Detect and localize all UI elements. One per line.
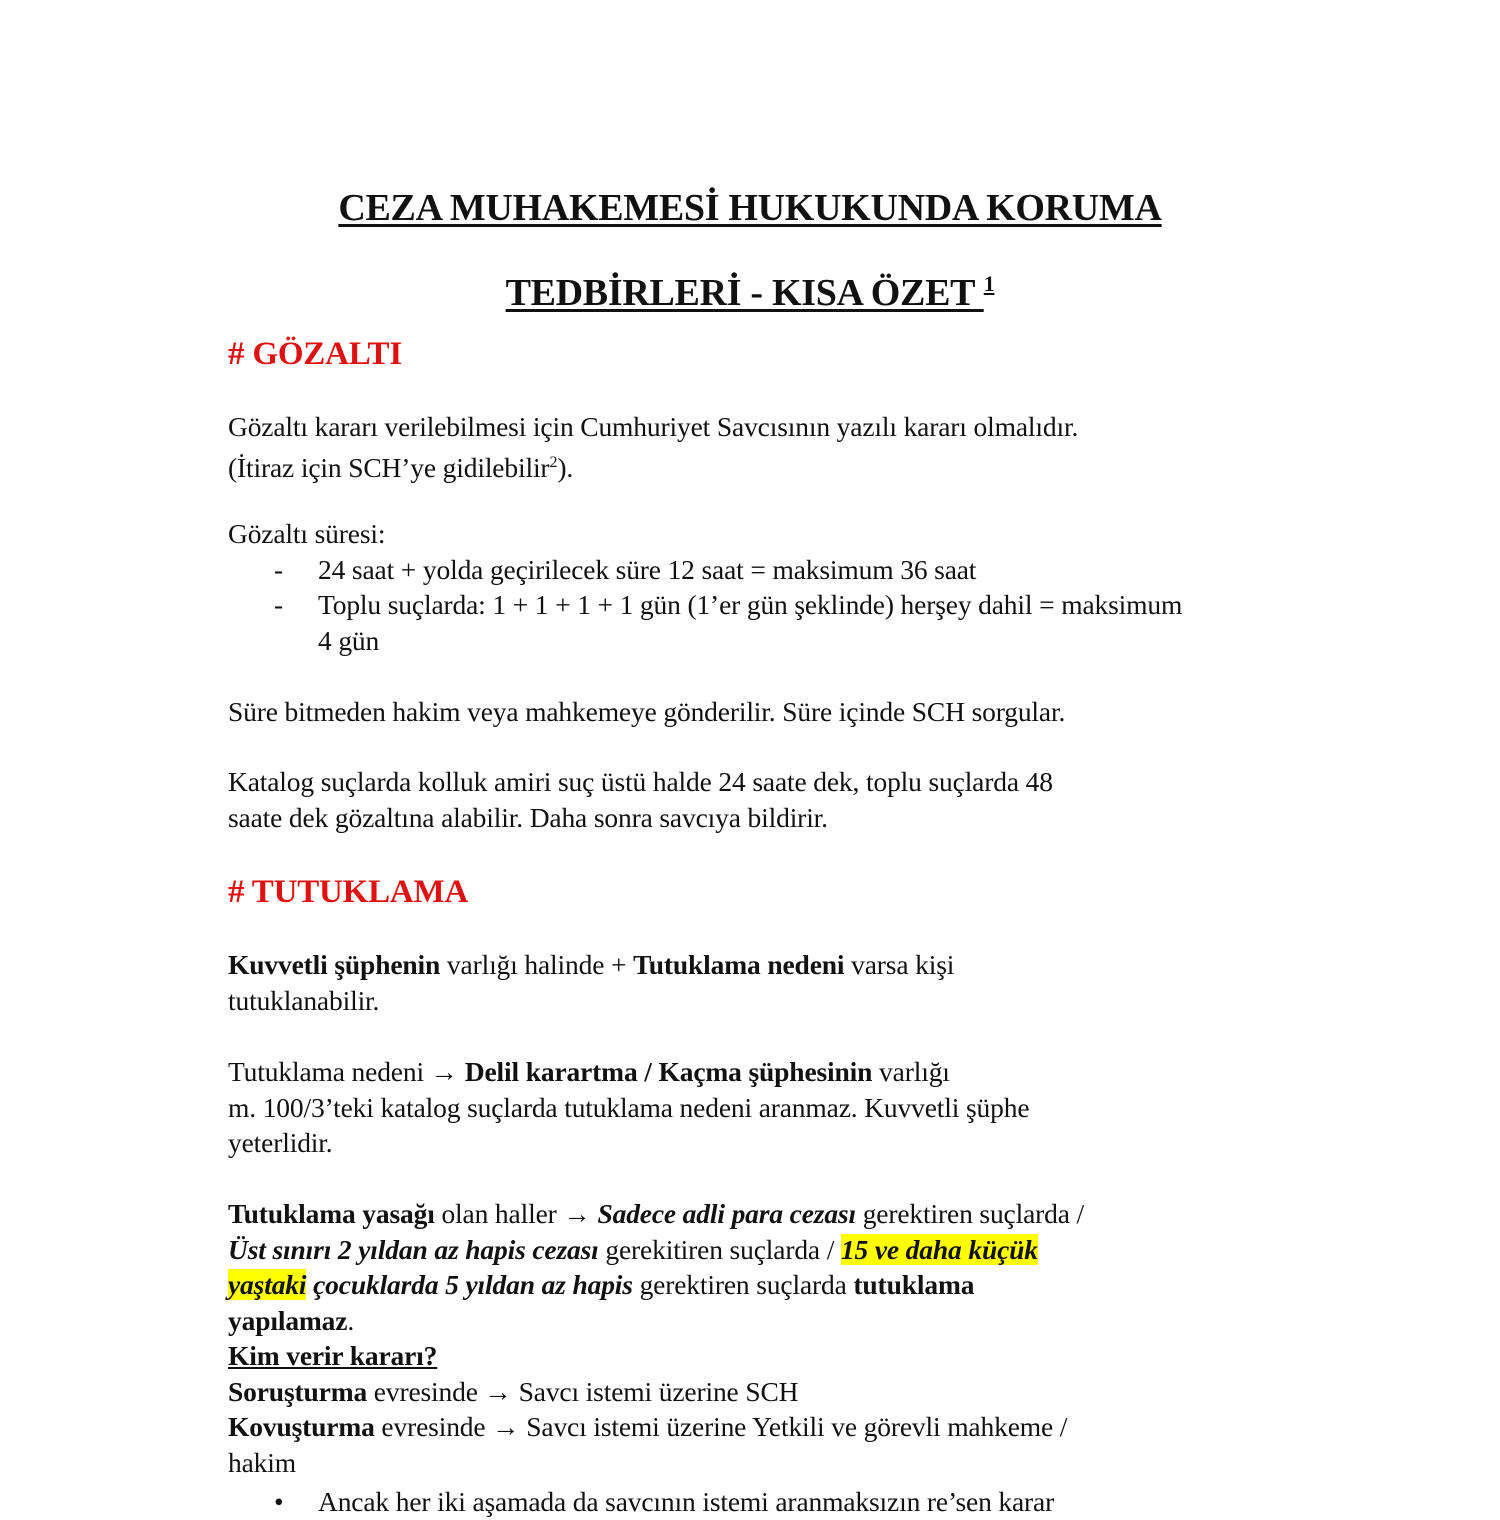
gozalti-p3-line-1: Katalog suçlarda kolluk amiri suç üstü halde 24 saate dek, toplu suçlarda 48 <box>228 766 1053 797</box>
text: varlığı <box>872 1056 950 1087</box>
bold-text: Kuvvetli şüphenin <box>228 949 441 980</box>
gozalti-sure-block <box>228 516 1288 658</box>
arrow-right-icon: → <box>430 1056 459 1087</box>
section-heading-tutuklama: # TUTUKLAMA <box>228 874 469 910</box>
tutuklama-p2-line-2: m. 100/3’teki katalog suçlarda tutuklama nedeni aranmaz. Kuvvetli şüphe <box>228 1091 1030 1123</box>
kim-verir-bullet-list <box>228 1484 1288 1520</box>
tutuklama-p3-line-2 <box>228 1232 1268 1268</box>
kim-verir-heading: Kim verir kararı? <box>228 1340 438 1371</box>
gozalti-sure-label: Gözaltı süresi: <box>228 518 386 549</box>
text: gerektiren suçlarda / <box>855 1198 1085 1229</box>
text: varsa kişi <box>844 949 955 980</box>
bold-italic-text: çocuklarda 5 yıldan az hapis <box>306 1269 633 1300</box>
bold-text: Delil karartma / Kaçma şüphesinin <box>458 1056 873 1087</box>
tutuklama-p2-line-1 <box>228 1054 1288 1090</box>
gozalti-p1-line-2 <box>228 445 1288 486</box>
kim-verir-line-3: hakim <box>228 1446 296 1478</box>
bold-text: Tutuklama nedeni <box>633 949 845 980</box>
arrow-right-icon: → <box>563 1198 591 1229</box>
text: . <box>347 1304 355 1336</box>
bold-italic-text: Üst sınırı 2 yıldan az hapis cezası <box>228 1233 599 1265</box>
gozalti-paragraph-2: Süre bitmeden hakim veya mahkemeye gönderilir. Süre içinde SCH sorgular. <box>228 696 1066 727</box>
bold-text: Tutuklama yasağı <box>228 1198 435 1229</box>
bold-text: tutuklama <box>853 1269 975 1300</box>
title-text-2: TEDBİRLERİ - KISA ÖZET <box>505 272 984 314</box>
arrow-right-icon: → <box>492 1411 520 1442</box>
section-heading-gozalti: # GÖZALTI <box>228 336 402 372</box>
tutuklama-paragraph-2 <box>228 1054 1288 1161</box>
highlighted-text: 15 ve daha küçük <box>840 1233 1038 1265</box>
tutuklama-p2-line-3: yeterlidir. <box>228 1127 333 1158</box>
kim-verir-line-1 <box>228 1374 1288 1410</box>
bullet-marker: • <box>274 1486 284 1517</box>
tutuklama-p3-line-1 <box>228 1196 1268 1232</box>
kim-verir-block <box>228 1338 1288 1520</box>
tutuklama-paragraph-3 <box>228 1196 1268 1338</box>
tutuklama-paragraph-1 <box>228 947 1288 1018</box>
tutuklama-p3-line-3 <box>228 1267 1268 1303</box>
title-footnote-ref[interactable]: 1 <box>983 271 995 296</box>
gozalti-paragraph-1 <box>228 409 1288 485</box>
text: gerektiren suçlarda <box>632 1269 854 1300</box>
list-item <box>228 1484 1288 1520</box>
text: olan haller <box>434 1198 564 1229</box>
dash-marker: - <box>274 553 284 585</box>
bold-text: Soruşturma <box>228 1375 368 1407</box>
list-item-text: Ancak her iki aşamada da savcının istemi aranmaksızın re’sen karar <box>318 1486 1055 1517</box>
tutuklama-p1-line-1 <box>228 947 1288 983</box>
dash-marker: - <box>274 589 284 620</box>
text: evresinde <box>367 1375 485 1407</box>
title-text-1: CEZA MUHAKEMESİ HUKUKUNDA KORUMA <box>338 187 1162 229</box>
text: Savcı istemi üzerine Yetkili ve görevli mahkeme / <box>519 1411 1068 1442</box>
arrow-right-icon: → <box>484 1375 512 1407</box>
document-title-line-1 <box>228 186 1272 230</box>
gozalti-p1-line-1: Gözaltı kararı verilebilmesi için Cumhuriyet Savcısının yazılı kararı olmalıdır. <box>228 411 1079 442</box>
text: Savcı istemi üzerine SCH <box>511 1375 799 1407</box>
list-item <box>228 587 1198 658</box>
gozalti-p1-text-end: ). <box>557 451 574 483</box>
bold-italic-text: Sadece adli para cezası <box>590 1198 856 1229</box>
text: varlığı halinde + <box>440 949 634 980</box>
tutuklama-p3-line-4 <box>228 1303 1268 1339</box>
highlighted-text: yaştaki <box>228 1269 307 1300</box>
bold-text: Kovuşturma <box>228 1411 375 1442</box>
gozalti-p1-text: (İtiraz için SCH’ye gidilebilir <box>228 451 550 483</box>
text: evresinde <box>374 1411 493 1442</box>
list-item-text: 24 saat + yolda geçirilecek süre 12 saat = maksimum 36 saat <box>318 553 977 585</box>
gozalti-p3-line-2: saate dek gözaltına alabilir. Daha sonra savcıya bildirir. <box>228 801 828 833</box>
gozalti-sure-list <box>228 552 1288 659</box>
text: Tutuklama nedeni <box>228 1056 431 1087</box>
tutuklama-p1-line-2: tutuklanabilir. <box>228 984 380 1016</box>
document-title-line-2 <box>228 262 1272 315</box>
list-item <box>228 552 1288 588</box>
gozalti-paragraph-3 <box>228 764 1288 835</box>
list-item-text: Toplu suçlarda: 1 + 1 + 1 + 1 gün (1’er gün şeklinde) herşey dahil = maksimum 4 gün <box>318 589 1183 656</box>
kim-verir-line-2 <box>228 1409 1288 1445</box>
text: gerekitiren suçlarda / <box>598 1233 841 1265</box>
footnote-ref-2[interactable]: 2 <box>549 453 558 471</box>
bold-text: yapılamaz <box>228 1304 348 1336</box>
